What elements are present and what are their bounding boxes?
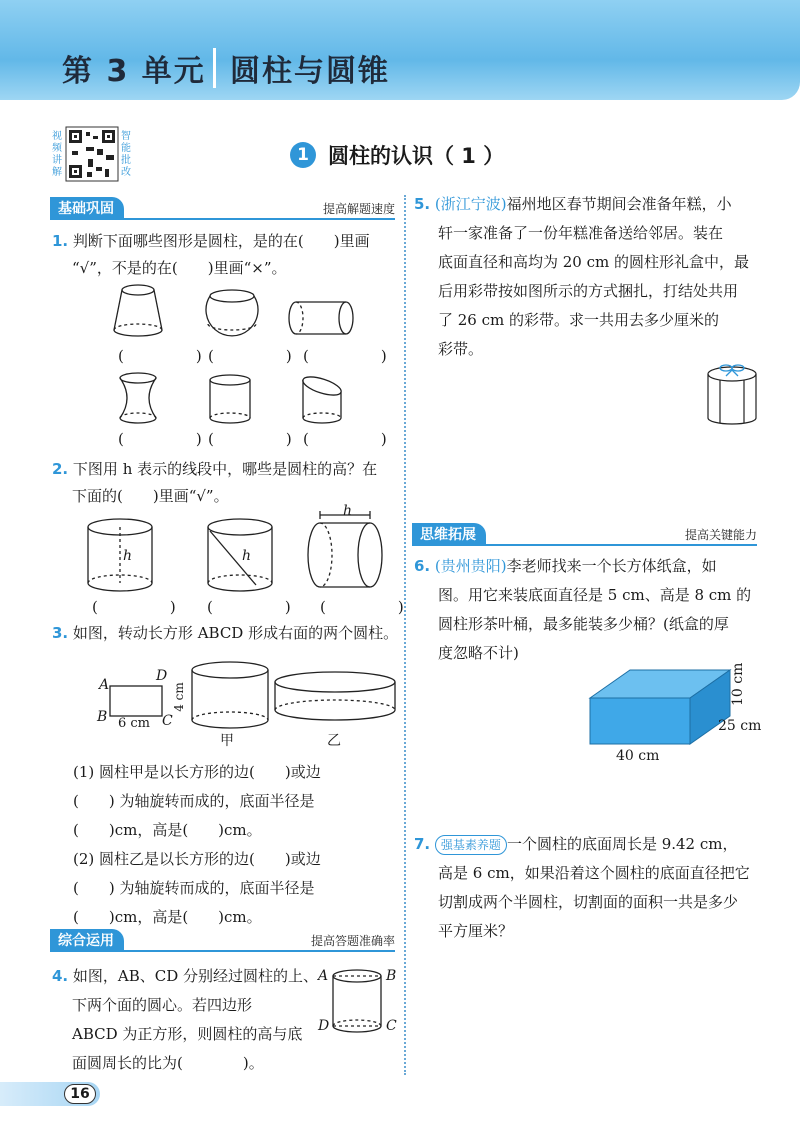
q3-line1: 如图，转动长方形 ABCD 形成右面的两个圆柱。	[72, 624, 399, 642]
q7-number: 7.	[414, 835, 431, 853]
q3-yi-label: 乙	[327, 733, 341, 749]
q1-line2: “√”，不是的在( )里画“×”。	[72, 259, 287, 277]
q2-h-label-2: h	[242, 548, 252, 564]
q5-line4: 后用彩带按如图所示的方式捆扎，打结处共用	[438, 282, 739, 300]
q4-line1: 如图，AB、CD 分别经过圆柱的上、	[72, 967, 319, 985]
q7-tag: 强基素养题	[435, 835, 507, 855]
q7-line1: 一个圆柱的底面周长是 9.42 cm，	[506, 835, 738, 853]
q2-h-label-1: h	[123, 548, 133, 564]
question-1	[52, 228, 397, 282]
page-number: 16	[64, 1084, 96, 1104]
q6-source: (贵州贵阳)	[434, 557, 507, 575]
qr-right-label: 智能批改	[121, 131, 131, 178]
section-extension-tag: 思维拓展	[412, 523, 486, 545]
q1-blank-3[interactable]: ( )	[303, 347, 401, 365]
q3-p1-line1: (1) 圆柱甲是以长方形的边( )或边	[73, 763, 321, 781]
q3-part-1	[73, 758, 398, 932]
q4-label-b: B	[386, 968, 397, 984]
q3-jia-label: 甲	[220, 733, 234, 749]
q5-line6: 彩带。	[438, 340, 484, 358]
q3-p1-line3: ( )cm，高是( )cm。	[73, 821, 262, 839]
q4-figure	[332, 968, 386, 1040]
q7-line3: 切割成两个半圆柱，切割面的面积一共是多少	[438, 893, 739, 911]
lesson-title	[290, 140, 504, 170]
qr-code-block[interactable]	[50, 127, 134, 187]
q5-number: 5.	[414, 195, 431, 213]
section-comprehensive-tag: 综合运用	[50, 929, 124, 951]
section-basic-hint: 提高解题速度	[322, 201, 395, 216]
q6-box-figure	[590, 670, 740, 750]
q6-length-label: 40 cm	[616, 748, 660, 764]
q2-h-label-3: h	[343, 503, 353, 519]
q2-line1: 下图用 h 表示的线段中，哪些是圆柱的高？在	[72, 460, 378, 478]
question-6	[414, 552, 764, 668]
question-3	[52, 620, 402, 647]
q3-height-label: 4 cm	[171, 682, 186, 712]
q5-gift-box-figure	[706, 362, 758, 424]
question-4	[52, 962, 330, 1078]
q6-height-label: 10 cm	[730, 662, 746, 706]
section-basic-tag: 基础巩固	[50, 197, 124, 219]
q6-line2: 图。用它来装底面直径是 5 cm、高是 8 cm 的	[438, 586, 752, 604]
q7-line2: 高是 6 cm，如果沿着这个圆柱的底面直径把它	[438, 864, 750, 882]
q6-line4: 度忽略不计)	[438, 644, 519, 662]
q3-width-label: 6 cm	[118, 716, 151, 731]
q1-line1: 判断下面哪些图形是圆柱，是的在( )里画	[72, 232, 370, 250]
question-7	[414, 830, 766, 946]
q1-blank-4[interactable]: ( )	[118, 430, 216, 448]
q1-blank-5[interactable]: ( )	[208, 430, 306, 448]
q4-label-d: D	[318, 1018, 330, 1034]
q5-line5: 了 26 cm 的彩带。求一共用去多少厘米的	[438, 311, 720, 329]
q3-p2-line3: ( )cm，高是( )cm。	[73, 908, 262, 926]
q4-label-a: A	[318, 968, 329, 984]
q5-source: (浙江宁波)	[434, 195, 507, 213]
q4-label-c: C	[386, 1018, 397, 1034]
q6-number: 6.	[414, 557, 431, 575]
q2-blank-3[interactable]: ( )	[320, 598, 418, 616]
q2-blank-2[interactable]: ( )	[207, 598, 305, 616]
section-extension	[412, 524, 757, 546]
section-comprehensive-hint: 提高答题准确率	[310, 933, 395, 948]
q2-number: 2.	[52, 460, 69, 478]
section-basic	[50, 198, 395, 220]
q1-blank-2[interactable]: ( )	[208, 347, 306, 365]
q3-p2-line1: (2) 圆柱乙是以长方形的边( )或边	[73, 850, 321, 868]
q6-line3: 圆柱形茶叶桶，最多能装多少桶？(纸盒的厚	[438, 615, 729, 633]
question-5	[414, 190, 764, 364]
q2-line2: 下面的( )里画“√”。	[72, 487, 229, 505]
q1-blank-6[interactable]: ( )	[303, 430, 401, 448]
q7-line4: 平方厘米？	[438, 922, 514, 940]
lesson-title-text: 圆柱的认识（ 1 ）	[328, 144, 505, 168]
section-comprehensive	[50, 930, 395, 952]
q5-line1: 福州地区春节期间会准备年糕，小	[506, 195, 732, 213]
q3-label-d: D	[156, 668, 168, 684]
q3-figures	[110, 660, 390, 740]
q6-line1: 李老师找来一个长方体纸盒，如	[506, 557, 717, 575]
lesson-number-badge: 1	[290, 142, 316, 168]
q6-width-label: 25 cm	[718, 718, 762, 734]
q2-blank-1[interactable]: ( )	[92, 598, 190, 616]
q4-number: 4.	[52, 967, 69, 985]
unit-title: 圆柱与圆锥	[230, 54, 390, 89]
question-2	[52, 456, 397, 510]
column-divider	[404, 195, 406, 1075]
q3-p2-line2: ( ) 为轴旋转而成的，底面半径是	[73, 879, 315, 897]
banner-separator	[213, 48, 216, 88]
q4-line3: ABCD 为正方形，则圆柱的高与底	[72, 1025, 303, 1043]
q3-number: 3.	[52, 624, 69, 642]
q5-line3: 底面直径和高均为 20 cm 的圆柱形礼盒中，最	[438, 253, 750, 271]
section-extension-hint: 提高关键能力	[684, 527, 757, 542]
q4-line2: 下两个面的圆心。若四边形	[72, 996, 253, 1014]
q5-line2: 轩一家准备了一份年糕准备送给邻居。装在	[438, 224, 724, 242]
qr-left-label: 视频讲解	[52, 131, 62, 178]
q3-label-b: B	[97, 709, 108, 725]
q3-label-c: C	[162, 713, 173, 729]
qr-code-icon	[50, 127, 134, 187]
q1-number: 1.	[52, 232, 69, 250]
q3-p1-line2: ( ) 为轴旋转而成的，底面半径是	[73, 792, 315, 810]
q3-label-a: A	[99, 677, 110, 693]
q1-blank-1[interactable]: ( )	[118, 347, 216, 365]
unit-number: 第 3 单元	[62, 54, 206, 89]
q4-line4: 面圆周长的比为( )。	[72, 1054, 264, 1072]
